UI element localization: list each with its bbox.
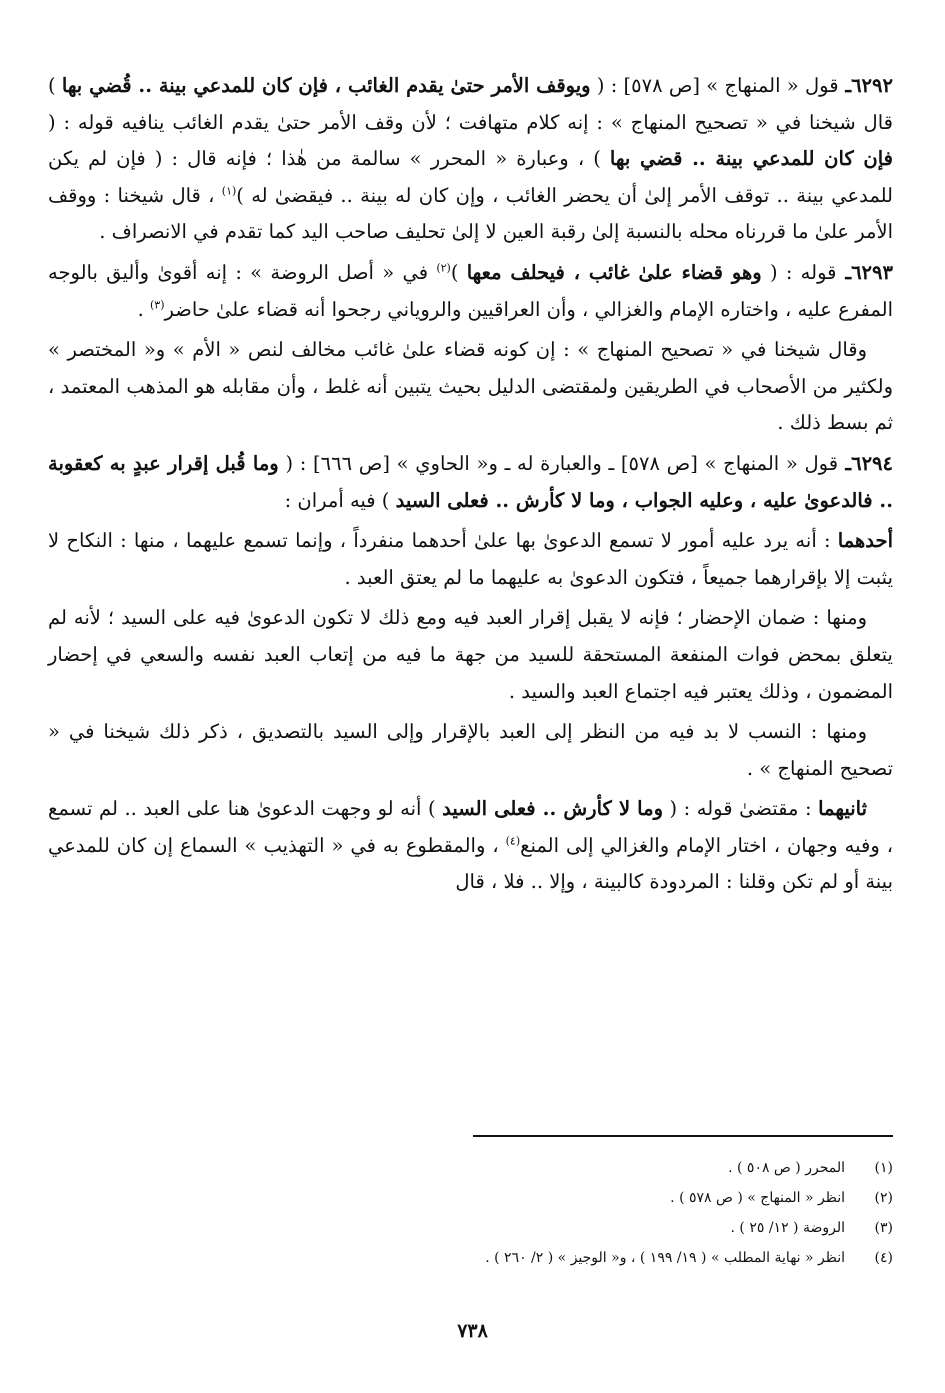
bold-text-run: ويوقف الأمر حتىٰ يقدم الغائب ، فإن كان للمدعي بينة .. قُضي بها — [61, 74, 591, 97]
text-run: ) قال شيخنا في « تصحيح المنهاج » : إنه كلام متهافت ؛ لأن وقف الأمر حتىٰ يقدم الغائب ينافيه قوله : ( — [48, 74, 893, 134]
bold-text-run: وهو قضاء علىٰ غائب ، فيحلف معها — [466, 260, 762, 284]
text-run: قوله : ( — [761, 260, 837, 284]
bold-text-run: وما لا كأرش .. فعلى السيد — [442, 797, 663, 821]
text-run: : أنه يرد عليه أمور لا تسمع الدعوىٰ بها علىٰ أحدهما منفرداً ، وإنما تسمع عليهما ، منها : النكاح لا يثبت إلا بإقرارهما جميعاً ، فتكون الدعوىٰ به عليهما ما لم يعتق العبد . — [48, 529, 893, 589]
footnote-item — [120, 1243, 893, 1273]
paragraph-p-second-case — [48, 600, 893, 710]
text-run: ) فيه أمران : — [284, 488, 396, 512]
text-run: ومنها : النسب لا بد فيه من النظر إلى العبد بالإقرار وإلى السيد بالتصديق ، ذكر ذلك شيخنا في « تصحيح المنهاج » . — [48, 720, 893, 780]
footnote-text: انظر « نهاية المطلب » ( ١٩/ ١٩٩ ) ، و« الوجيز » ( ٢/ ٢٦٠ ) . — [485, 1250, 845, 1266]
bold-text-run: ٦٢٩٢ـ — [838, 74, 893, 97]
text-run: . — [137, 297, 150, 321]
paragraph-p6293b — [48, 332, 893, 442]
footnote-number: (٢) — [874, 1190, 893, 1206]
bold-text-run: فإن كان للمدعي بينة .. قضي بها — [609, 147, 893, 171]
text-run: ، والمقطوع به في « التهذيب » السماع إن كان للمدعي بينة أو لم تكن وقلنا : المردودة كالبينة ، وإلا .. فلا ، قال — [48, 833, 893, 894]
footnote-number: (١) — [874, 1160, 893, 1176]
text-run: ومنها : ضمان الإحضار ؛ فإنه لا يقبل إقرار العبد فيه ومع ذلك لا تكون الدعوىٰ فيه على السيد ؛ لأنه لم يتعلق بمحض فوات المنفعة المستحقة للسيد من جهة ما فيه من إتعاب العبد نفسه والسعي في إحضار المضمون ، وذلك يعتبر فيه اجتماع العبد والسيد . — [48, 606, 893, 703]
bold-text-run: وما قُبل إقرار عبدٍ به كعقوبة .. فالدعوىٰ عليه ، وعليه الجواب ، وما لا كأرش .. فعلى السيد — [48, 451, 893, 512]
footnote-number: (٣) — [874, 1220, 893, 1236]
footnotes — [120, 1153, 893, 1273]
text-run: في « أصل الروضة » : إنه أقوىٰ وأليق بالوجه المفرع عليه ، واختاره الإمام والغزالي ، وأن العراقيين والروياني رجحوا أنه قضاء علىٰ حاضر — [48, 260, 893, 321]
paragraph-p-second — [48, 791, 893, 901]
paragraph-p6292 — [48, 68, 893, 251]
footnote-text: الروضة ( ١٢/ ٢٥ ) . — [730, 1220, 845, 1236]
page-number: ٧٣٨ — [457, 1320, 488, 1342]
bold-text-run: ٦٢٩٣ـ — [836, 260, 893, 284]
footnote-text: انظر « المنهاج » ( ص ٥٧٨ ) . — [670, 1190, 845, 1206]
footnote-text: المحرر ( ص ٥٠٨ ) . — [728, 1160, 845, 1176]
text-run: : مقتضىٰ قوله : ( — [663, 797, 819, 821]
text-run: قول « المنهاج » [ص ٥٧٨] ـ والعبارة له ـ و« الحاوي » [ص ٦٦٦] : ( — [278, 451, 839, 475]
footnote-number: (٤) — [874, 1250, 893, 1266]
main-text — [48, 68, 893, 905]
footnote-item — [120, 1153, 893, 1183]
footnote-marker: (٤) — [505, 834, 521, 848]
bold-text-run: ثانيهما — [818, 797, 867, 821]
bold-text-run: أحدهما — [837, 529, 893, 553]
footnote-separator — [473, 1135, 893, 1137]
footnote-item — [120, 1213, 893, 1243]
text-run: ) ، وعبارة « المحرر » سالمة من هٰذا ؛ فإنه قال : ( فإن لم يكن للمدعي بينة .. توقف الأمر إلىٰ أن يحضر الغائب ، وإن كان له بينة .. فيقضىٰ له ) — [48, 147, 893, 207]
footnote-item — [120, 1183, 893, 1213]
footnote-marker: (١) — [221, 184, 237, 198]
footnote-marker: (٢) — [436, 261, 451, 275]
text-run: ) — [450, 260, 467, 284]
text-run: ، قال شيخنا : ووقف الأمر علىٰ ما قررناه محله بالنسبة إلىٰ رقبة العين لا إلىٰ تحليف صاحب اليد كما تقدم في الانصراف . — [48, 183, 893, 244]
footnote-marker: (٣) — [150, 298, 165, 312]
bold-text-run: ٦٢٩٤ـ — [838, 451, 894, 475]
paragraph-p6293 — [48, 255, 893, 328]
paragraph-p-third-case — [48, 714, 893, 787]
text-run: وقال شيخنا في « تصحيح المنهاج » : إن كونه قضاء علىٰ غائب مخالف لنص « الأم » و« المختصر » ولكثير من الأصحاب في الطريقين ولمقتضى الدليل بحيث يتبين أنه غلط ، وأن مقابله هو المذهب المعتمد ، ثم بسط ذلك . — [48, 338, 893, 435]
text-run: قول « المنهاج » [ص ٥٧٨] : ( — [590, 74, 839, 97]
text-run: ) أنه لو وجهت الدعوىٰ هنا على العبد .. لم تسمع ، وفيه وجهان ، اختار الإمام والغزالي إلى المنع — [48, 797, 894, 857]
paragraph-p6294 — [48, 446, 893, 519]
paragraph-p-first — [48, 523, 893, 596]
